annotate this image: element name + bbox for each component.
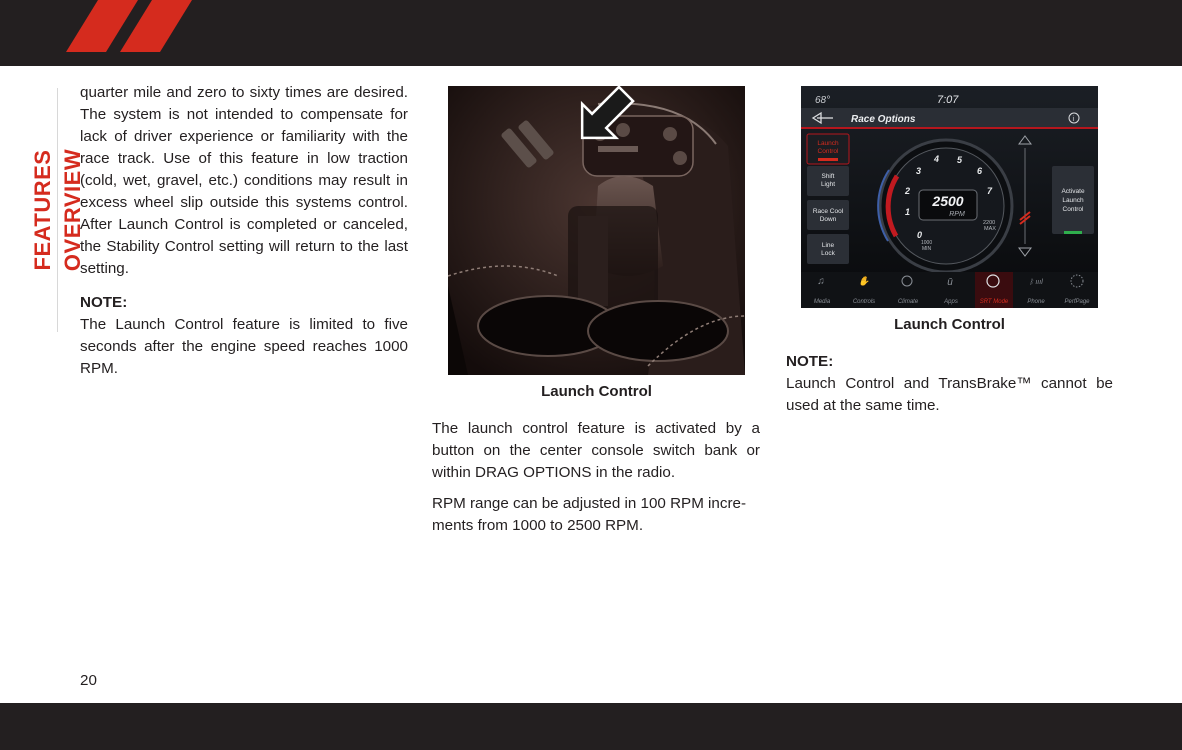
column-3-note <box>786 351 1113 417</box>
dodge-stripes-icon <box>66 0 196 52</box>
svg-text:Activate: Activate <box>1061 188 1085 195</box>
svg-text:SRT Mode: SRT Mode <box>979 299 1009 305</box>
svg-text:PerfPage: PerfPage <box>1064 299 1090 305</box>
radio-screen <box>801 86 1098 308</box>
svg-text:Climate: Climate <box>897 299 919 305</box>
svg-text:7: 7 <box>987 186 993 196</box>
svg-text:3: 3 <box>916 166 922 176</box>
gauge-value: 2500 <box>932 193 964 209</box>
svg-text:ū: ū <box>947 277 953 288</box>
temperature: 68° <box>815 95 831 106</box>
race-options-screen <box>801 86 1098 308</box>
svg-text:1: 1 <box>905 207 911 217</box>
svg-text:MAX: MAX <box>984 226 996 232</box>
svg-text:Media: Media <box>813 299 831 305</box>
svg-text:4: 4 <box>934 154 940 164</box>
figure-caption: Launch Control <box>894 316 1005 333</box>
console-illustration <box>448 86 745 375</box>
svg-text:Phone: Phone <box>1027 299 1045 305</box>
svg-text:MIN: MIN <box>922 246 932 252</box>
svg-text:Control: Control <box>1062 206 1084 213</box>
svg-text:Controls: Controls <box>852 299 876 305</box>
bottom-bar <box>0 703 1182 750</box>
svg-text:Lock: Lock <box>821 250 835 257</box>
svg-text:5: 5 <box>957 155 963 165</box>
console-photo <box>448 86 745 375</box>
svg-text:Launch: Launch <box>817 140 839 147</box>
body-paragraph: RPM range can be adjusted in 100 RPM incre-ments from 1000 to 2500 RPM. <box>432 495 747 534</box>
svg-text:ᛒ ıııl: ᛒ ıııl <box>1029 279 1043 286</box>
column-1 <box>80 82 408 380</box>
page-number: 20 <box>80 672 97 689</box>
svg-text:6: 6 <box>977 166 983 176</box>
clock: 7:07 <box>937 94 959 106</box>
note-label: NOTE: <box>786 353 834 370</box>
figure-caption: Launch Control <box>541 383 652 400</box>
activate-launch-control-button <box>1052 166 1094 234</box>
svg-text:Light: Light <box>820 181 836 188</box>
screen-title: Race Options <box>851 114 916 125</box>
side-tab <box>28 88 85 332</box>
top-bar <box>0 0 1182 66</box>
section-title: FEATURES OVERVIEW <box>30 148 85 272</box>
svg-text:Shift: Shift <box>821 173 835 180</box>
body-paragraph: The launch control feature is activated by a button on the center console switch bank or within DRAG OPTIONS in the radio. <box>432 420 760 481</box>
note-text: The Launch Control feature is limited to five seconds after the engine speed reaches 1000 RPM. <box>80 316 408 377</box>
svg-text:Line: Line <box>821 242 835 249</box>
svg-text:✋: ✋ <box>858 276 870 286</box>
svg-text:Race Cool: Race Cool <box>812 208 844 215</box>
svg-text:Control: Control <box>817 148 839 155</box>
note-text: Launch Control and TransBrake™ cannot be used at the same time. <box>786 375 1113 414</box>
svg-text:Launch: Launch <box>1062 197 1084 204</box>
gauge-unit: RPM <box>949 211 965 218</box>
note-label: NOTE: <box>80 294 128 311</box>
svg-text:♫: ♫ <box>817 276 825 287</box>
svg-text:Apps: Apps <box>944 299 958 305</box>
svg-text:2: 2 <box>905 186 911 196</box>
svg-text:2200: 2200 <box>983 220 996 226</box>
svg-text:i: i <box>1072 116 1075 123</box>
rpm-gauge <box>878 140 1012 272</box>
svg-text:0: 0 <box>917 230 923 240</box>
body-paragraph: quarter mile and zero to sixty times are desired. The system is not intended to compensate for lack of driver experience or familiarity with the race track. Use of this feature in low traction (cold, wet, gravel, etc.) conditions may result in excess wheel slip outside this systems control. After Launch Control is completed or canceled, the Stability Control setting will return to the last setting. <box>80 84 408 277</box>
svg-text:Down: Down <box>819 216 837 223</box>
side-tab-divider <box>57 88 58 332</box>
svg-text:1000: 1000 <box>921 240 933 246</box>
